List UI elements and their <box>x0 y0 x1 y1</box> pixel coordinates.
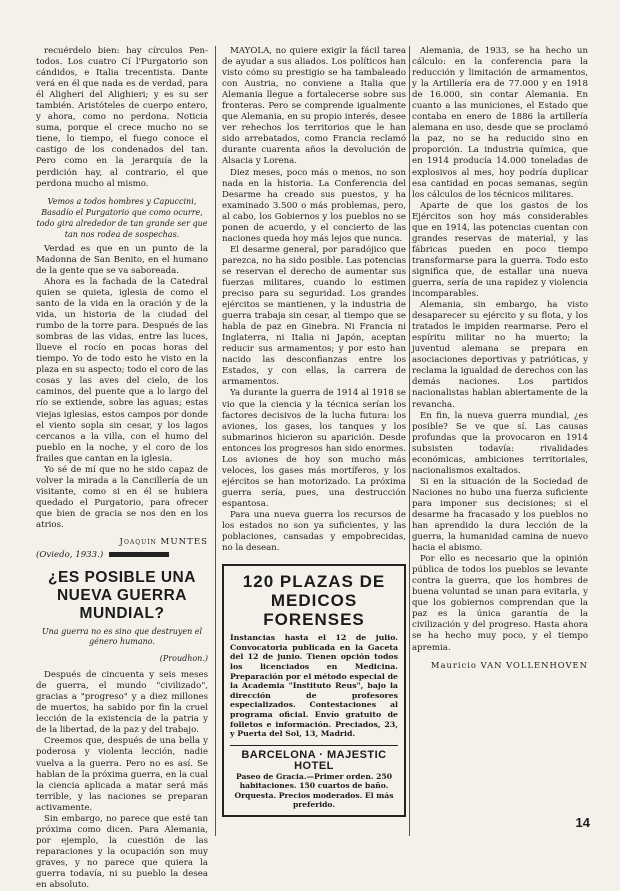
paragraph: Verdad es que en un punto de la Madonna de San Benito, en el humano de la gente que se va saboreada. <box>36 243 208 276</box>
paragraph: Ahora es la fachada de la Catedral quien se quieta, iglesia de como el santo de la vida en la oración y de la vida, un historia de la ciudad del rumbo de la torre para. Después de las sombras de las vidas, entre las luces, llueve el rocío en pocas horas del tiempo. Yo de todo esto he visto en la plaza en su aspecto; todo el coro de las cosas y las aves del cielo, de los caminos, del puente que a lo largo del río se extiende, sobre las aguas; estas viejas iglesias, estos campos por donde el viento sopla sin cesar, y los lagos cercanos a la villa, con el humo del pueblo en la noche, y el coro de los frailes que cantan en la iglesia. <box>36 276 208 464</box>
paragraph: Si en la situación de la Sociedad de Naciones no hubo una fuerza suficiente para imponer sus decisiones; si el desarme ha fracasado y los pueblos no han aprendido la dura lección de la guerra, la humanidad camina de nuevo hacia el abismo. <box>412 476 588 554</box>
author-signature: Mauricio VAN VOLLENHOVEN <box>430 659 588 670</box>
paragraph: Alemania, de 1933, se ha hecho un cálculo: en la conferencia para la reducción y limitación de armamentos, y la Artillería era de 77.000 y en 1918 de 16.000, sin contar Alemania. En cuanto a las municiones, el Estado que contaba en enero de 1886 la artillería alemana en uso, desde que se proclamó la paz, no se ha reducido sino en proporción. La industria química, que en 1914 producía 14.000 toneladas de explosivos al mes, hoy podría duplicar esa cantidad en pocas semanas, según los cálculos de los técnicos militares. <box>412 46 588 200</box>
paragraph: Alemania, sin embargo, ha visto desaparecer su ejército y su flota, y los tratados le impiden rearmarse. Pero el espíritu militar no ha muerto; la juventud alemana se prepara en asociaciones deportivas y patrióticas, y reclama la igualdad de derechos con las demás naciones. Los partidos nacionalistas hablan abiertamente de la revancha. <box>412 300 588 410</box>
epigraph-source: (Proudhon.) <box>159 654 208 664</box>
column-divider-left <box>215 46 216 836</box>
paragraph: El desarme general, por paradójico que parezca, no ha sido posible. Las potencias se reservan el derecho de aumentar sus fuerzas militares, cuando lo estimen preciso para su seguridad. Los grandes ejércitos se mantienen, y la industria de guerra trabaja sin cesar, al tiempo que se habla de paz en Ginebra. Ni Francia ni Inglaterra, ni Italia ni Japón, aceptan reducir sus armamentos; y por esto han nacido las desconfianzas entre los Estados, y con ellas, la carrera de armamentos. <box>222 244 406 388</box>
paragraph: recuérdelo bien: hay círculos Pen-todos. Los cuatro Cí l'Purgatorio son cándidos, e Italia trecentista. Dante verá en él que nada es de verdad, para él Aligheri del Alighieri; y es su ser también. Aristóteles de cuerpo entero, y ahora, como no perdona. Noticia suma, porque el crece mucho no se tiene, lo tiempo, el fuego conoce el castigo de los condenados del tan. Pero como en la jerarquía de la perdición hay, al contrario, el que perdona mucho al mismo. <box>36 46 208 189</box>
paragraph: Yo sé de mí que no he sido capaz de volver la mirada a la Cancillería de un visitante, como si en él se hubiera quedado el Purgatorio, para ofrecer que bien de gracia se nos den en los atrios. <box>36 464 208 530</box>
epigraph: Una guerra no es sino que destruyen el género humano. <box>41 627 203 647</box>
column-middle <box>222 46 406 817</box>
ad-hotel-details: Paseo de Gracia.—Primer orden. 250 habitaciones. 150 cuartos de baño. Orquesta. Precios moderados. El más preferido. <box>234 771 394 809</box>
column-divider-right <box>409 46 410 836</box>
paragraph: Para una nueva guerra los recursos de los estados no son ya suficientes, y las poblaciones, cansadas y empobrecidas, no la desean. <box>222 509 406 554</box>
paragraph: Creemos que, después de una bella y poderosa y violenta lección, nadie vuelva a la guerra. Pero no es así. Se hablan de la próxima guerra, en la cual la ciencia aplicada a matar será más terrible, y las naciones se preparan activamente. <box>36 736 208 813</box>
dateline-text: (Oviedo, 1933.) <box>36 550 104 561</box>
page-number: 14 <box>575 815 590 830</box>
ad-hotel-title: BARCELONA · MAJESTIC HOTEL <box>230 745 398 772</box>
separator-bar <box>109 552 169 557</box>
ad-body: Instancias hasta el 12 de julio. Convocatoria publicada en la Gaceta del 12 de junio. Tienen opción todos los licenciados en Medicina. Preparación por el método especial de la Academia "Instituto Reus", bajo la dirección de profesores especializados. Contestaciones al programa oficial. Envío gratuito de folletos e información. Preciados, 23, y Puerta del Sol, 13, Madrid. <box>230 633 398 739</box>
paragraph: Por ello es necesario que la opinión pública de todos los pueblos se levante contra la guerra, que los hombres de buena voluntad se unan para evitarla, y que los gobiernos comprendan que la paz es la única garantía de la civilización y del progreso. Hasta ahora se ha hecho muy poco, y el tiempo apremia. <box>412 554 588 653</box>
paragraph: Sin embargo, no parece que esté tan próxima como dicen. Para Alemania, por ejemplo, la cuestión de las reparaciones y la ocupación son muy graves, y no parece que quiera la guerra todavía, ni su pueblo la desea en absoluto. <box>36 813 208 891</box>
paragraph: Ya durante la guerra de 1914 al 1918 se vio que la ciencia y la técnica serían los factores decisivos de la lucha futura: los aviones, los gases, los tanques y los submarinos hicieron su aparición. Desde entonces los progresos han sido enormes. Los aviones de hoy son mucho más veloces, los gases más mortíferos, y los ejércitos se han motorizado. La próxima guerra sería, pues, una destrucción espantosa. <box>222 388 406 509</box>
paragraph: MAYOLA, no quiere exigir la fácil tarea de ayudar a sus aliados. Los políticos han visto cómo su prestigio se ha tambaleado con Austria, no conviene a Italia que Alemania llegue a fortalecerse sobre sus fronteras. Pero se comprende igualmente que Alemania, en su propio interés, desee ver rehechos los territorios que le han sido arrebatados, como Francia reclamó durante cuarenta años la devolución de Alsacia y Lorena. <box>222 46 406 167</box>
column-left <box>36 46 208 891</box>
paragraph: Después de cincuenta y seis meses de guerra, el mundo "civilizado", gracias a "progreso" y a diez millones de muertos, ha sabido por fin la cruel lección de la existencia de la patria y de la libertad, de la paz y del trabajo. <box>36 670 208 736</box>
paragraph: Aparte de que los gastos de los Ejércitos son hoy más considerables que en 1914, las potencias cuentan con grandes reservas de material, y las fábricas pueden en poco tiempo transformarse para la guerra. Todo esto significa que, de estallar una nueva guerra, sería de una rapidez y violencia incomparables. <box>412 200 588 300</box>
pull-quote: Vemos a todos hombres y Capuccini, Basadío el Purgatorio que como ocurre, todo gira alrededor de tan grande ser que tan nos rodea de sospechas. <box>36 196 208 239</box>
advertisement-box <box>222 564 406 817</box>
column-right <box>412 46 588 671</box>
ad-title: 120 PLAZAS DE MEDICOS FORENSES <box>242 572 386 630</box>
dateline <box>36 550 208 561</box>
article-headline: ¿ES POSIBLE UNA NUEVA GUERRA MUNDIAL? <box>48 569 196 623</box>
paragraph: En fin, la nueva guerra mundial, ¿es posible? Se ve que sí. Las causas profundas que la provocaron en 1914 subsisten todavía: rivalidades económicas, ambiciones territoriales, nacionalismos exaltados. <box>412 410 588 476</box>
author-signature: Joaquín MUNTES <box>119 537 208 548</box>
paragraph: Diez meses, poco más o menos, no son nada en la historia. La Conferencia del Desarme ha creado sus puestos, y ha examinado 3.500 o más problemas, pero, al cabo, los Gobiernos y los pueblos no se ponen de acuerdo, y el concierto de las naciones queda hoy más lejos que nunca. <box>222 167 406 244</box>
